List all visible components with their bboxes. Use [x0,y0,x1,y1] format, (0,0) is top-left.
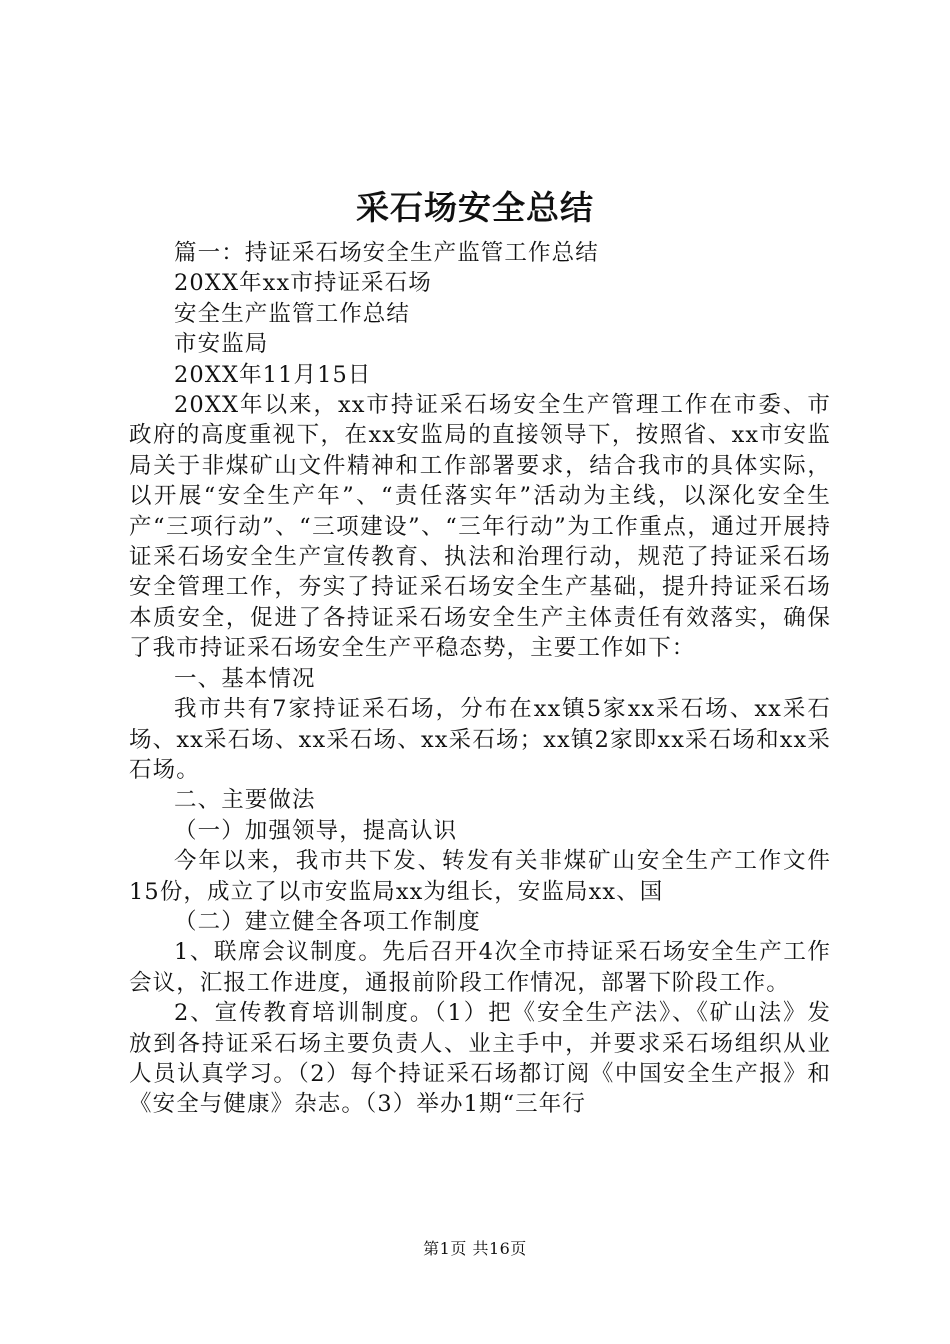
paragraph: 安全生产监管工作总结 [174,300,411,327]
paragraph: 2、宣传教育培训制度。（1）把《安全生产法》、《矿山法》发放到各持证采石场主要负责人、业主手中，并要求采石场组织从业人员认真学习。（2）每个持证采石场都订阅《中国安全生产报》和《安全与健康》杂志。（3）举办1期“三年行 [129,1000,831,1118]
paragraph: 二、主要做法 [174,787,316,814]
paragraph: （一）加强领导，提高认识 [174,817,458,844]
paragraph: 我市共有7家持证采石场，分布在xx镇5家xx采石场、xx采石场、xx采石场、xx采石场、xx采石场；xx镇2家即xx采石场和xx采石场。 [129,696,831,783]
paragraph: 20XX年xx市持证采石场 [174,270,432,297]
paragraph: 1、联席会议制度。先后召开4次全市持证采石场安全生产工作会议，汇报工作进度，通报前阶段工作情况，部署下阶段工作。 [129,939,831,996]
paragraph: 今年以来，我市共下发、转发有关非煤矿山安全生产工作文件15份，成立了以市安监局xx为组长，安监局xx、国 [129,848,831,905]
document-body [129,238,831,1120]
document-title: 采石场安全总结 [356,188,594,227]
paragraph: 一、基本情况 [174,665,316,692]
page-footer: 第1页 共16页 [423,1239,527,1258]
paragraph: （二）建立健全各项工作制度 [174,908,481,935]
paragraph: 市安监局 [174,331,269,358]
paragraph: 20XX年11月15日 [174,361,372,388]
paragraph: 20XX年以来，xx市持证采石场安全生产管理工作在市委、市政府的高度重视下，在xx安监局的直接领导下，按照省、xx市安监局关于非煤矿山文件精神和工作部署要求，结合我市的具体实际，以开展“安全生产年”、“责任落实年”活动为主线，以深化安全生产“三项行动”、“三项建设”、“三年行动”为工作重点，通过开展持证采石场安全生产宣传教育、执法和治理行动，规范了持证采石场安全管理工作，夯实了持证采石场安全生产基础，提升持证采石场本质安全，促进了各持证采石场安全生产主体责任有效落实，确保了我市持证采石场安全生产平稳态势，主要工作如下： [129,392,831,662]
paragraph: 篇一：持证采石场安全生产监管工作总结 [174,240,599,266]
